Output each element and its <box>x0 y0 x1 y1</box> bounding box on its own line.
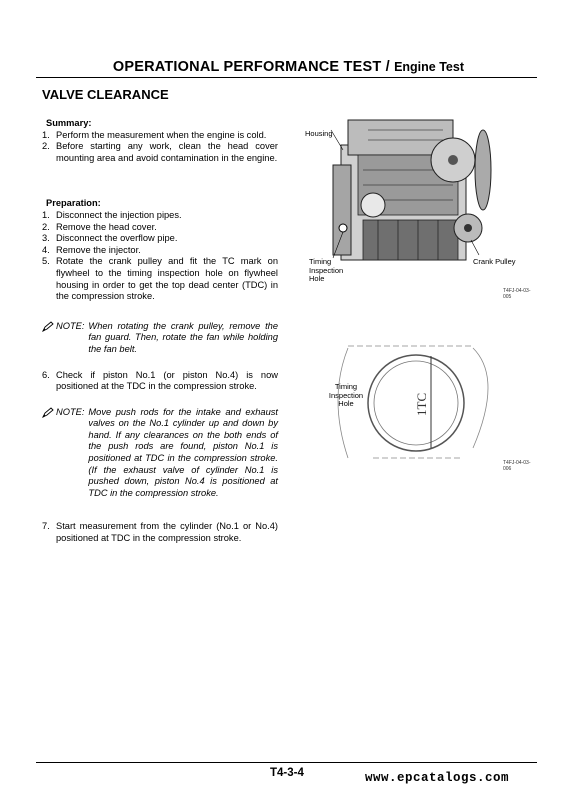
list-item <box>42 245 278 257</box>
footer-rule <box>36 762 537 763</box>
list-item <box>42 256 278 302</box>
list-text: Remove the head cover. <box>56 221 157 232</box>
header-rule <box>36 77 537 78</box>
label-housing: Housing <box>305 129 333 138</box>
timing-figure <box>303 338 533 473</box>
label-line: Hole <box>309 274 325 283</box>
list-num: 1. <box>42 209 50 220</box>
page-number: T4-3-4 <box>270 767 304 779</box>
summary-label: Summary: <box>46 118 92 128</box>
list-text: Disconnect the injection pipes. <box>56 209 182 220</box>
list-item <box>42 521 278 544</box>
note-pencil-icon <box>42 321 56 356</box>
list-text: Remove the injector. <box>56 244 141 255</box>
list-num: 5. <box>42 256 50 267</box>
list-num: 3. <box>42 233 50 244</box>
list-item <box>42 233 278 245</box>
label-line: Inspection <box>328 390 364 400</box>
list-text: Perform the measurement when the engine is cold. <box>56 129 267 140</box>
list-text: Disconnect the overflow pipe. <box>56 233 178 244</box>
list-text: Rotate the crank pulley and fit the TC mark on flywheel to the timing inspection hole on flywheel housing in order to get the top dead center (TDC) in the compression stroke. <box>56 256 278 302</box>
label-timing-inspection-hole <box>323 383 369 409</box>
figure-id: T4FJ-04-03-005 <box>503 288 531 300</box>
list-item <box>42 222 278 234</box>
header-subtitle: Engine Test <box>394 60 464 74</box>
label-line: Timing <box>334 382 358 391</box>
list-num: 4. <box>42 244 50 255</box>
list-item <box>42 130 278 142</box>
label-line: Timing <box>309 257 332 266</box>
note-text: Move push rods for the intake and exhaust valves on the No.1 cylinder up and down by hand. If any clearances on the both ends of the push rods are found, piston No.1 is positioned at TDC in the compression stroke. (If the exhaust valve of cylinder No.1 is pushed down, piston No.4 is positioned at TDC in the compression stroke. <box>88 406 278 498</box>
list-num: 7. <box>42 521 50 532</box>
page-header <box>0 58 577 76</box>
list-text: Before starting any work, clean the head cover mounting area and avoid contamination in the engine. <box>56 141 278 163</box>
label-crank-pulley: Crank Pulley <box>473 257 516 266</box>
note-block <box>42 321 278 356</box>
list-num: 2. <box>42 141 50 152</box>
note-pencil-icon <box>42 407 56 500</box>
list-text: Start measurement from the cylinder (No.1 or No.4) positioned at TDC in the compression stroke. <box>56 521 278 544</box>
header-separator: / <box>381 59 395 75</box>
note-label: NOTE: <box>56 406 85 417</box>
list-num: 6. <box>42 369 50 380</box>
figure-id: T4FJ-04-03-006 <box>503 460 531 472</box>
tc-mark: 1TC <box>414 392 429 416</box>
note-label: NOTE: <box>56 320 85 331</box>
label-line: Hole <box>338 399 354 408</box>
summary-list <box>42 130 278 165</box>
note-text: When rotating the crank pulley, remove the fan guard. Then, rotate the fan while holding the fan belt. <box>88 320 278 354</box>
header-title: OPERATIONAL PERFORMANCE TEST <box>112 59 382 75</box>
engine-figure <box>303 110 533 310</box>
preparation-label: Preparation: <box>46 198 101 209</box>
list-text: Check if piston No.1 (or piston No.4) is now positioned at the TDC in the compression stroke. <box>56 369 278 392</box>
list-item <box>42 370 278 393</box>
website-watermark: www.epcatalogs.com <box>365 771 510 785</box>
label-line: Inspection <box>309 265 344 275</box>
list-item <box>42 141 278 164</box>
label-timing-inspection-hole <box>309 258 343 284</box>
preparation-list <box>42 210 278 303</box>
note-block <box>42 407 278 500</box>
list-item <box>42 210 278 222</box>
section-title: VALVE CLEARANCE <box>42 87 169 102</box>
list-num: 1. <box>42 129 50 140</box>
text-column <box>42 118 278 545</box>
list-num: 2. <box>42 221 50 232</box>
